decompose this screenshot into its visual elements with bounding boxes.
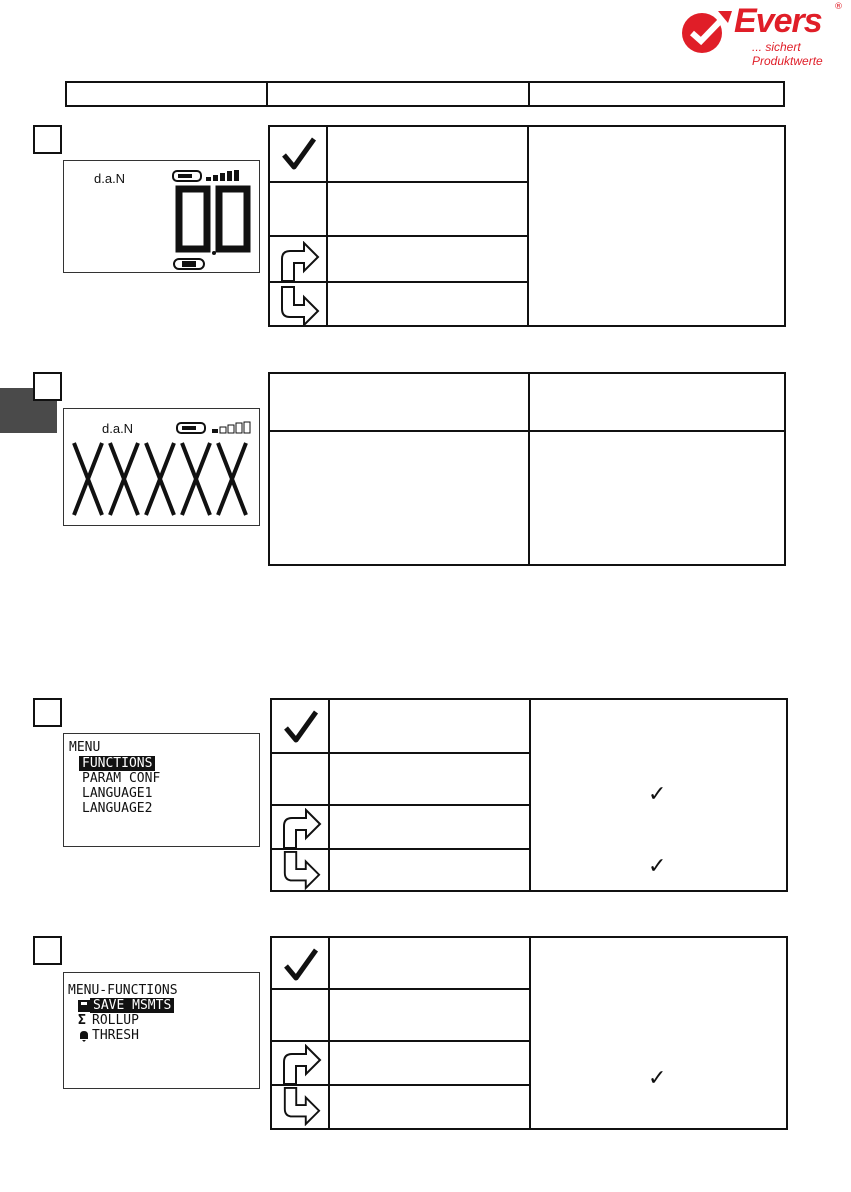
header-table	[65, 81, 785, 107]
save-icon	[78, 1000, 90, 1012]
bell-icon	[78, 1030, 90, 1042]
instruction-table-2	[268, 372, 786, 566]
battery-signal-icon	[172, 169, 250, 183]
check-mark-1: ✓	[648, 1066, 667, 1091]
menu-item-language1[interactable]: LANGUAGE1	[82, 786, 153, 801]
menu-item-save-msmts[interactable]: SAVE MSMTS	[90, 998, 174, 1013]
step-box-3	[33, 698, 62, 727]
down-arrow-icon	[278, 1086, 324, 1126]
brand-name: Evers	[734, 2, 822, 40]
brand-registered: ®	[834, 2, 843, 12]
evers-logo-mark-icon	[678, 9, 734, 55]
brand-tagline: ... sichert Produktwerte	[752, 40, 823, 68]
check-icon	[280, 135, 318, 173]
header-column-3	[530, 83, 783, 105]
unit-label: d.a.N	[94, 171, 126, 186]
lcd-screen-overload	[63, 408, 260, 526]
up-arrow-icon	[278, 1044, 324, 1086]
level-icon	[172, 257, 208, 271]
header-column-1	[67, 83, 268, 105]
battery-signal-icon	[176, 421, 256, 435]
step-box-2	[33, 372, 62, 401]
menu-item-thresh[interactable]: THRESH	[92, 1028, 139, 1043]
down-arrow-icon	[276, 285, 322, 327]
check-mark-1: ✓	[648, 782, 667, 807]
check-mark-2: ✓	[648, 854, 667, 879]
instruction-table-1	[268, 125, 786, 327]
check-icon	[282, 708, 320, 746]
seven-segment-display	[174, 185, 254, 255]
menu-item-rollup[interactable]: ROLLUP	[92, 1013, 139, 1028]
sigma-icon: Σ	[78, 1013, 86, 1028]
instruction-table-4	[270, 936, 788, 1130]
menu-title: MENU	[69, 740, 101, 755]
menu-title: MENU-FUNCTIONS	[68, 983, 178, 998]
header-column-2	[268, 83, 530, 105]
menu-item-functions[interactable]: FUNCTIONS	[79, 756, 155, 771]
lcd-screen-menu	[63, 733, 260, 847]
unit-label: d.a.N	[102, 421, 134, 436]
up-arrow-icon	[276, 241, 322, 283]
lcd-screen-menu-functions	[63, 972, 260, 1089]
instruction-table-3	[270, 698, 788, 892]
check-icon	[282, 946, 320, 984]
down-arrow-icon	[278, 850, 324, 890]
up-arrow-icon	[278, 808, 324, 850]
lcd-screen-measure	[63, 160, 260, 273]
step-box-1	[33, 125, 62, 154]
overload-x-display	[70, 439, 256, 519]
menu-item-language2[interactable]: LANGUAGE2	[82, 801, 153, 816]
menu-item-param-conf[interactable]: PARAM CONF	[82, 771, 161, 786]
step-box-4	[33, 936, 62, 965]
